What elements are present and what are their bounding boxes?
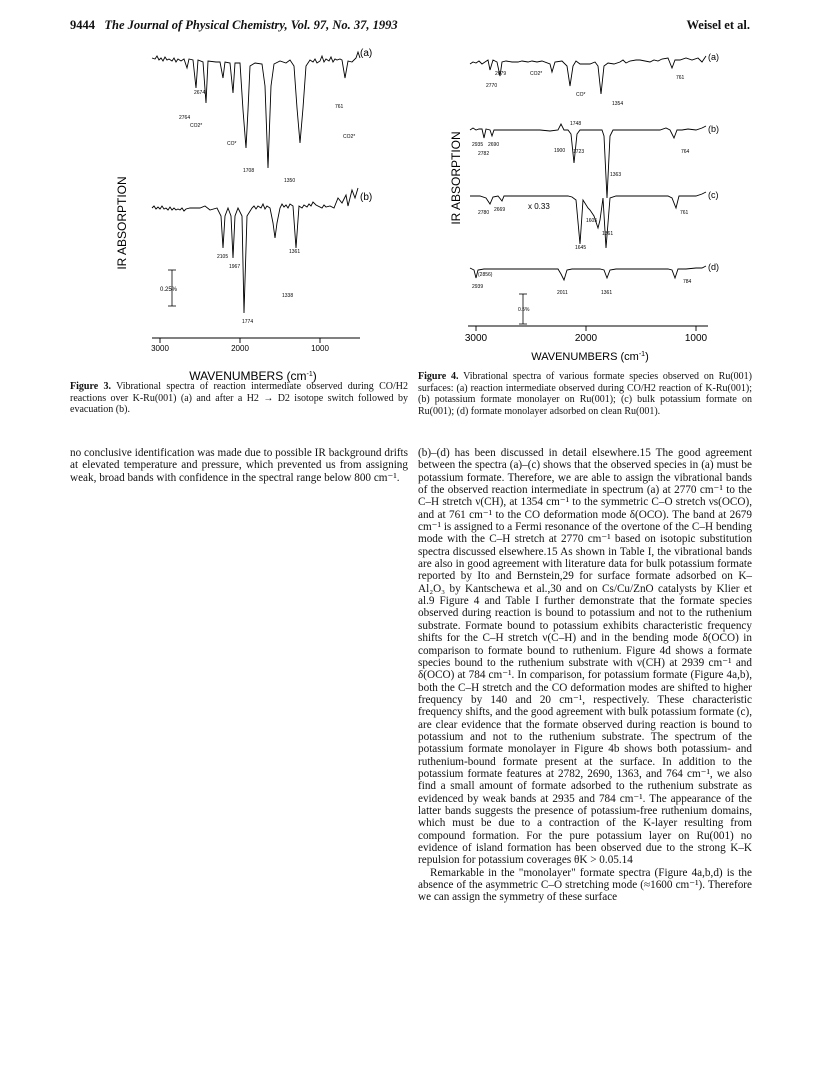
fig4-c-mult: x 0.33 — [528, 202, 550, 211]
fig3-tick-2000: 2000 — [231, 344, 249, 353]
fig3-a-2674: 2674 — [194, 90, 206, 96]
fig3-a-co: CO* — [227, 141, 237, 147]
fig4-c-2669: 2669 — [494, 207, 506, 213]
fig4-a-2679: 2679 — [495, 71, 507, 77]
fig3-tick-1000: 1000 — [311, 344, 329, 353]
left-para-0: no conclusive identification was made due to possible IR background drifts at elevated temperature and pressure, which prevented us from assigning weak, broad bands with confidence in the spectral range below 800 cm⁻¹. — [70, 447, 408, 484]
fig3-b-tag: (b) — [360, 192, 373, 203]
fig3-spectrum-b — [152, 188, 358, 313]
fig4-b-tag: (b) — [708, 124, 719, 134]
fig4-c-1645: 1645 — [575, 245, 587, 251]
fig4-tick-1000: 1000 — [684, 333, 708, 344]
fig4-tick-3000: 3000 — [464, 333, 488, 344]
fig4-d-784: 784 — [683, 279, 692, 285]
fig4-b-2690: 2690 — [488, 142, 500, 148]
fig3-b-1967: 1967 — [229, 264, 241, 270]
page-number: 9444 — [70, 18, 95, 32]
fig4-a-1354: 1354 — [612, 101, 624, 107]
right-column — [418, 447, 752, 904]
fig3-b-1774: 1774 — [242, 319, 254, 325]
fig4-xlabel: WAVENUMBERS $(cm^{-1})$ — [531, 351, 649, 363]
fig3-a-761: 761 — [335, 104, 344, 110]
fig4-c-1361: 1361 — [602, 231, 614, 237]
fig4-x-axis — [468, 326, 708, 331]
fig4-b-2782: 2782 — [478, 151, 490, 157]
fig4-a-co: CO* — [576, 92, 586, 98]
journal-name: The Journal of Physical Chemistry, Vol. 97, No. 37, 1993 — [104, 18, 398, 32]
fig3-a-2764: 2764 — [179, 115, 191, 121]
fig4-a-co2: CO2* — [530, 71, 543, 77]
fig4-scale-label: 0.5% — [518, 307, 530, 313]
fig4-c-1605: 1605 — [586, 218, 598, 224]
fig3-spectrum-a — [152, 52, 360, 168]
fig4-d-2856: (2856) — [478, 272, 493, 278]
fig4-c-tag: (c) — [708, 190, 719, 200]
figure-3 — [90, 48, 390, 388]
fig4-c-761: 761 — [680, 210, 689, 216]
fig4-b-2935: 2935 — [472, 142, 484, 148]
fig4-d-1361: 1361 — [601, 290, 613, 296]
fig3-scale-label: 0.25% — [160, 287, 178, 293]
fig3-tick-3000: 3000 — [151, 344, 169, 353]
fig3-a-co2a: CO2* — [190, 123, 203, 129]
fig3-a-co2b: CO2* — [343, 134, 356, 140]
fig3-x-axis — [152, 338, 360, 343]
fig4-tick-2000: 2000 — [574, 333, 598, 344]
fig4-d-tag: (d) — [708, 262, 719, 272]
figure-4-caption-label: Figure 4. — [418, 371, 459, 382]
fig4-ylabel: IR ABSORPTION — [449, 131, 463, 225]
fig4-a-2770: 2770 — [486, 83, 498, 89]
fig3-b-1338: 1338 — [282, 293, 294, 299]
figure-4-caption-text: Vibrational spectra of various formate species observed on Ru(001) surfaces: (a) reaction intermediate observed during CO/H2 reaction of K-Ru(001); (b) potassium formate monolayer on Ru(001); (c) bulk potassium formate on Ru(001); (d) formate monolayer adsorbed on clean Ru(001). — [418, 371, 752, 417]
left-column — [70, 447, 408, 484]
fig3-b-2105: 2105 — [217, 254, 229, 260]
fig4-b-1748: 1748 — [570, 121, 582, 127]
figure-3-caption-text: Vibrational spectra of reaction intermediate observed during CO/H2 reactions over K-Ru(001) (a) and after a H2 → D2 isotope switch followed by evacuation (b). — [70, 381, 408, 416]
fig4-d-2011: 2011 — [557, 290, 568, 296]
fig4-a-761: 761 — [676, 75, 685, 81]
figure-3-caption — [70, 381, 408, 416]
figure-4 — [440, 48, 750, 368]
fig4-b-1900: 1900 — [554, 148, 566, 154]
fig3-ylabel: IR ABSORPTION — [115, 176, 129, 270]
fig3-a-1350: 1350 — [284, 178, 296, 184]
right-para-0: (b)–(d) has been discussed in detail elsewhere.15 The good agreement between the spectra (a)–(c) shows that the observed species in (a) must be potassium formate. Therefore, we are able to assign the vibrational bands of the observed reaction intermediate in spectrum (a) at 2770 cm⁻¹ to the C–H stretch ν(CH), at 1354 cm⁻¹ to the symmetric C–O stretch νs(OCO), and at 761 cm⁻¹ to the CO deformation mode δ(OCO). The band at 2679 cm⁻¹ is assigned to a Fermi resonance of the overtone of the C–H bending mode with the C–H stretch at 2770 cm⁻¹ based on isotopic substitution spectra discussed elsewhere.15 As shown in Table I, the vibrational bands are also in good agreement with literature data for bulk potassium formate reported by Ito and Bernstein,29 for surface formate adsorbed on K–Al₂O₃ by Kantschewa et al.,30 and on Cs/Cu/ZnO catalysts by Klier et al.9 Figure 4 and Table I further demonstrate that the formate species observed during reaction is bound to potassium and not to the ruthenium substrate. Formate bound to potassium exhibits characteristic frequency shifts for the C–H stretch ν(C–H) and in the bending mode δ(OCO) in comparison to formate bound to ruthenium. Figure 4d shows a formate species bound to the ruthenium substrate with ν(CH) at 2939 cm⁻¹ and δ(OCO) at 784 cm⁻¹. In comparison, for potassium formate (Figure 4a,b), both the C–H stretch and the CO deformation modes are shifted to higher frequency by 140 and 20 cm⁻¹, respectively. These characteristic frequency shifts, and the good agreement with bulk potassium formate (c), are clear evidence that the formate observed during reaction is bound to potassium and not to the ruthenium substrate. The spectrum of the potassium formate monolayer in Figure 4b shows both potassium- and ruthenium-bound formate present at the surface. In addition to the potassium formate features at 2782, 2690, 1363, and 764 cm⁻¹, we also find a small amount of formate adsorbed to the ruthenium substrate as evidenced by weak bands at 2935 and 784 cm⁻¹. The appearance of the latter bands suggests the presence of potassium-free ruthenium domains, which must be due to a contraction of the K-layer resulting from compound formation. For the pure potassium layer on Ru(001) no evidence of island formation has been observed due to the strong K–K repulsion for potassium coverages θK > 0.05.14 — [418, 447, 752, 867]
fig3-a-1708: 1708 — [243, 168, 255, 174]
running-authors: Weisel et al. — [686, 18, 750, 32]
figure-4-caption — [418, 371, 752, 417]
fig4-b-764: 764 — [681, 149, 690, 155]
fig3-a-tag: (a) — [360, 48, 373, 59]
figure-3-caption-label: Figure 3. — [70, 381, 111, 392]
right-para-1: Remarkable in the "monolayer" formate spectra (Figure 4a,b,d) is the absence of the asymmetric C–O stretching mode (≈1600 cm⁻¹). Therefore we can assign the symmetry of these surface — [418, 866, 752, 904]
fig3-xlabel: WAVENUMBERS $(cm^{-1})$ — [189, 369, 317, 383]
fig4-spectrum-d — [470, 266, 706, 280]
page-header — [70, 18, 750, 38]
fig3-b-1361: 1361 — [289, 249, 301, 255]
fig4-c-2780: 2780 — [478, 210, 490, 216]
fig4-spectrum-b — [470, 124, 706, 198]
fig4-d-2939: 2939 — [472, 284, 484, 290]
header-left — [70, 18, 398, 33]
fig4-b-1363: 1363 — [610, 172, 622, 178]
fig4-b-1723: 1723 — [573, 149, 585, 155]
fig4-a-tag: (a) — [708, 52, 719, 62]
